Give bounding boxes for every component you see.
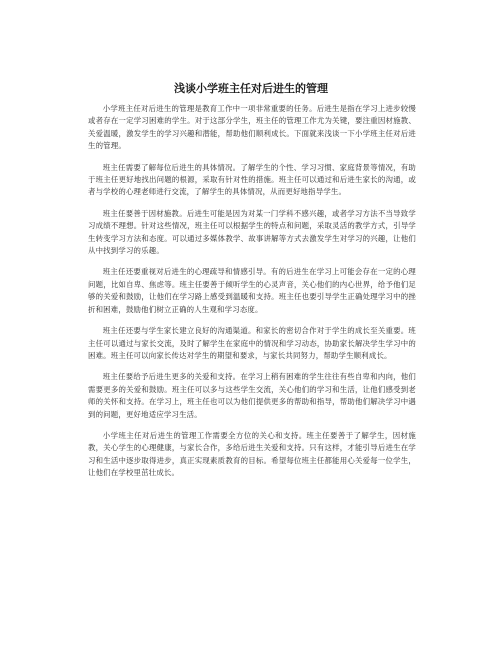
paragraph-6: 班主任要给予后进生更多的关爱和支持。在学习上稍有困难的学生往往有些自卑和内向，他们需要更多的关爱和鼓励。班主任可以多与这些学生交流，关心他们的学习和生活，让他们感受到老师的关怀和支持。在学习上，班主任也可以为他们提供更多的帮助和指导，帮助他们解决学习中遇到的问题，更好地适应学习生活。 (88, 372, 416, 419)
paragraph-5: 班主任还要与学生家长建立良好的沟通渠道。和家长的密切合作对于学生的成长至关重要。班主任可以通过与家长交流，及时了解学生在家庭中的情况和学习动态，协助家长解决学生学习中的困难。班主任可以向家长传达对学生的期望和要求，与家长共同努力，帮助学生顺利成长。 (88, 326, 416, 360)
paragraph-7: 小学班主任对后进生的管理工作需要全方位的关心和支持。班主任要善于了解学生，因材施教，关心学生的心理健康，与家长合作，多给后进生关爱和支持。只有这样，才能引导后进生在学习和生活中逐步取得进步，真正实现素质教育的目标。希望每位班主任都能用心关爱每一位学生，让他们在学校里茁壮成长。 (88, 430, 416, 478)
document-body (88, 103, 416, 489)
document-title: 浅谈小学班主任对后进生的管理 (174, 82, 328, 95)
paragraph-3: 班主任要善于因材施教。后进生可能是因为对某一门学科不感兴趣，或者学习方法不当导致学习成绩不理想。针对这些情况，班主任可以根据学生的特点和问题，采取灵活的教学方式，引导学生转变学习方法和态度。可以通过多媒体教学、故事讲解等方式去激发学生对学习的兴趣，让他们从中找到学习的乐趣。 (88, 208, 416, 256)
paragraph-1: 小学班主任对后进生的管理是教育工作中一项非常重要的任务。后进生是指在学习上进步较慢或者存在一定学习困难的学生。对于这部分学生，班主任的管理工作尤为关键，要注重因材施教、关爱温暖，激发学生的学习兴趣和潜能，帮助他们顺利成长。下面就来浅谈一下小学班主任对后进生的管理。 (88, 104, 416, 151)
paragraph-4: 班主任还要重视对后进生的心理疏导和情感引导。有的后进生在学习上可能会存在一定的心理问题，比如自卑、焦虑等。班主任要善于倾听学生的心灵声音，关心他们的内心世界，给予他们足够的关爱和鼓励，让他们在学习路上感受到温暖和支持。班主任也要引导学生正确处理学习中的挫折和困难，鼓励他们树立正确的人生观和学习态度。 (88, 267, 416, 314)
paragraph-2: 班主任需要了解每位后进生的具体情况。了解学生的个性、学习习惯、家庭背景等情况，有助于班主任更好地找出问题的根源，采取有针对性的措施。班主任可以通过和后进生家长的沟通，或者与学校的心理老师进行交流，了解学生的具体情况，从而更好地指导学生。 (88, 162, 416, 197)
